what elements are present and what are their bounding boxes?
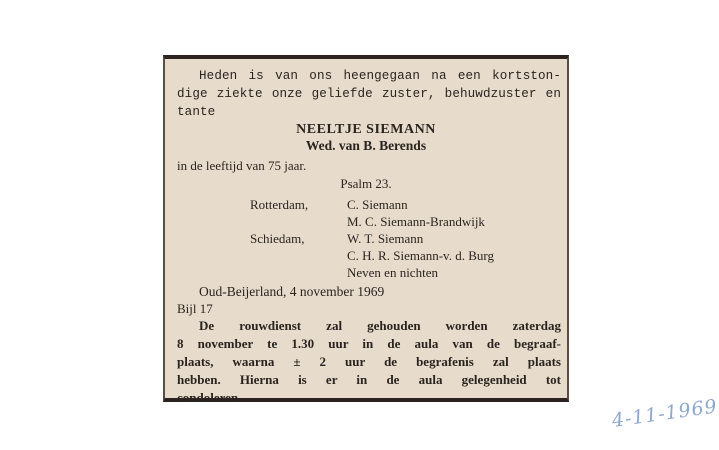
service-line-2: 8 november te 1.30 uur in de aula van de begraaf- bbox=[177, 336, 561, 351]
service-line-3: plaats, waarna ± 2 uur de begrafenis zal plaats bbox=[177, 354, 561, 369]
mourner-name: C. Siemann bbox=[347, 197, 408, 212]
psalm: Psalm 23. bbox=[340, 176, 392, 191]
intro-line-3: tante bbox=[177, 105, 216, 119]
mourner-name: W. T. Siemann bbox=[347, 231, 424, 246]
mourner-name: C. H. R. Siemann-v. d. Burg bbox=[347, 248, 494, 263]
age-line: in de leeftijd van 75 jaar. bbox=[177, 158, 307, 173]
service-line-5: condoleren. bbox=[177, 390, 242, 405]
place-date: Oud-Beijerland, 4 november 1969 bbox=[199, 284, 385, 299]
mourner-name: M. C. Siemann-Brandwijk bbox=[347, 214, 485, 229]
service-line-1: De rouwdienst zal gehouden worden zaterdag bbox=[199, 318, 561, 333]
mourner-place-rotterdam: Rotterdam, bbox=[250, 197, 309, 212]
intro-line-1: Heden is van ons heengegaan na een kortston- bbox=[199, 69, 561, 83]
deceased-name: NEELTJE SIEMANN bbox=[296, 122, 436, 137]
mourner-place-schiedam: Schiedam, bbox=[250, 231, 305, 246]
service-line-4: hebben. Hierna is er in de aula gelegenheid tot bbox=[177, 372, 561, 387]
newspaper-clipping bbox=[163, 55, 569, 405]
address: Bijl 17 bbox=[177, 301, 213, 316]
widow-of: Wed. van B. Berends bbox=[305, 138, 427, 153]
handwritten-date: 4-11-1969 bbox=[610, 395, 719, 432]
intro-line-2: dige ziekte onze geliefde zuster, behuwdzuster en bbox=[177, 87, 561, 101]
mourner-name: Neven en nichten bbox=[347, 265, 438, 280]
